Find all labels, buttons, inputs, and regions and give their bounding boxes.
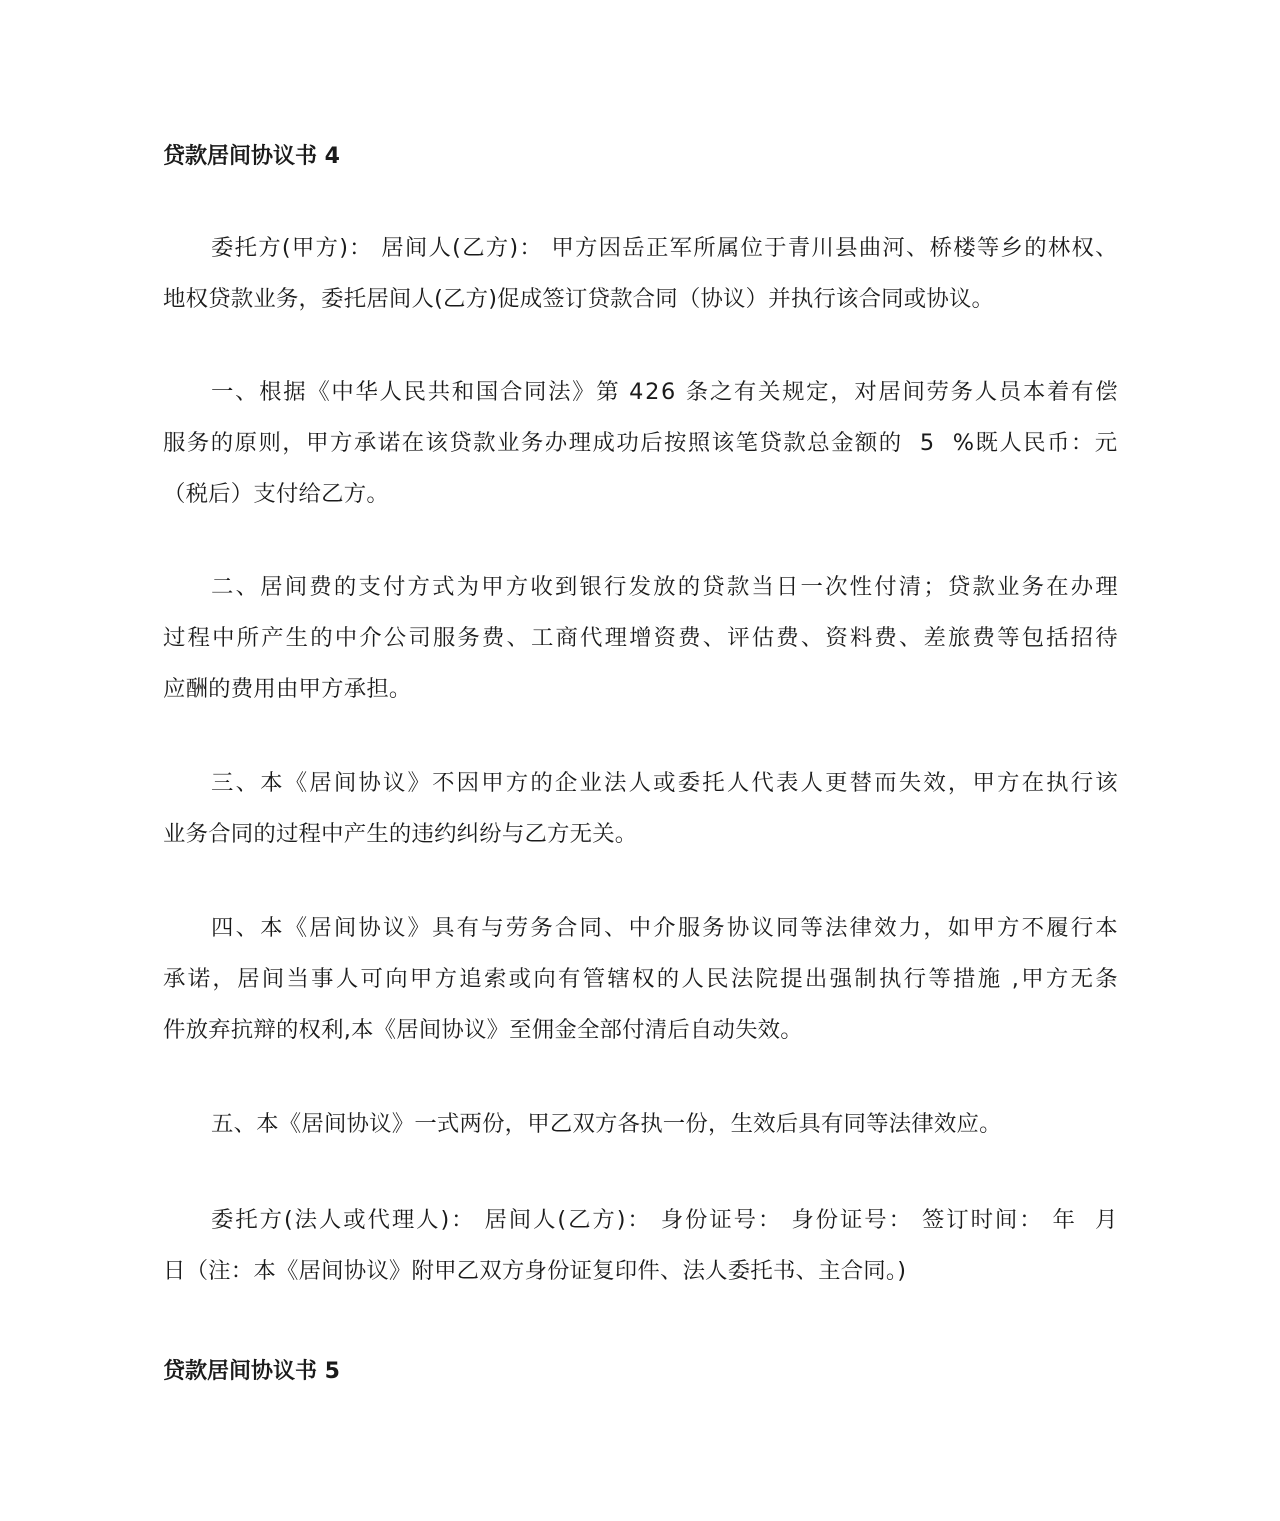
signature-block xyxy=(163,1195,1118,1297)
paragraph-line: 一 、 根 据 《 中 华 人 民 共 和 国 合 同 法 》 第 4 2 6 条 之 有 关 规 定 ， 对 居 间 劳 务 人 员 本 着 有 偿 xyxy=(211,379,1118,405)
clause-5 xyxy=(163,1099,1118,1150)
clause-3 xyxy=(163,758,1118,860)
paragraph-line: 过 程 中 所 产 生 的 中 介 公 司 服 务 费 、 工 商 代 理 增 资 费 、 评 估 费 、 资 料 费 、 差 旅 费 等 包 括 招 待 xyxy=(163,625,1118,651)
paragraph-line: 二 、 居 间 费 的 支 付 方 式 为 甲 方 收 到 银 行 发 放 的 贷 款 当 日 一 次 性 付 清 ； 贷 款 业 务 在 办 理 xyxy=(211,574,1118,600)
paragraph-line: 日（注：本《居间协议》附甲乙双方身份证复印件、法人委托书、主合同。) xyxy=(163,1258,907,1284)
paragraph-line: 五、本《居间协议》一式两份，甲乙双方各执一份，生效后具有同等法律效应。 xyxy=(211,1111,1002,1137)
paragraph-line: 件放弃抗辩的权利,本《居间协议》至佣金全部付清后自动失效。 xyxy=(163,1017,803,1043)
paragraph-line: 地权贷款业务，委托居间人(乙方)促成签订贷款合同（协议）并执行该合同或协议。 xyxy=(163,286,995,312)
clause-4 xyxy=(163,903,1118,1056)
paragraph-line: 服 务 的 原 则 ， 甲 方 承 诺 在 该 贷 款 业 务 办 理 成 功 后 按 照 该 笔 贷 款 总 金 额 的 5 % 既 人 民 币 ： 元 xyxy=(163,430,1118,456)
paragraph-line: 承 诺 ， 居 间 当 事 人 可 向 甲 方 追 索 或 向 有 管 辖 权 的 人 民 法 院 提 出 强 制 执 行 等 措 施 , 甲 方 无 条 xyxy=(163,966,1118,992)
paragraph-parties xyxy=(163,223,1118,325)
section-heading-5: 贷款居间协议书 5 xyxy=(163,1359,340,1384)
clause-2 xyxy=(163,562,1118,715)
paragraph-line: 业务合同的过程中产生的违约纠纷与乙方无关。 xyxy=(163,821,638,847)
paragraph-line: 应酬的费用由甲方承担。 xyxy=(163,676,412,702)
paragraph-line: 四 、 本 《 居 间 协 议 》 具 有 与 劳 务 合 同 、 中 介 服 务 协 议 同 等 法 律 效 力 ， 如 甲 方 不 履 行 本 xyxy=(211,915,1118,941)
paragraph-line: 三 、 本 《 居 间 协 议 》 不 因 甲 方 的 企 业 法 人 或 委 托 人 代 表 人 更 替 而 失 效 ， 甲 方 在 执 行 该 xyxy=(211,770,1118,796)
paragraph-line: （税后）支付给乙方。 xyxy=(163,481,389,507)
paragraph-line: 委 托 方 ( 法 人 或 代 理 人 ) ： 居 间 人 ( 乙 方 ) ： 身 份 证 号 ： 身 份 证 号 ： 签 订 时 间 ： 年 月 xyxy=(211,1207,1118,1233)
section-heading-4: 贷款居间协议书 4 xyxy=(163,144,340,169)
clause-1 xyxy=(163,367,1118,520)
paragraph-line: 委 托 方 ( 甲 方 ) ： 居 间 人 ( 乙 方 ) ： 甲 方 因 岳 正 军 所 属 位 于 青 川 县 曲 河 、 桥 楼 等 乡 的 林 权 、 xyxy=(211,235,1118,261)
